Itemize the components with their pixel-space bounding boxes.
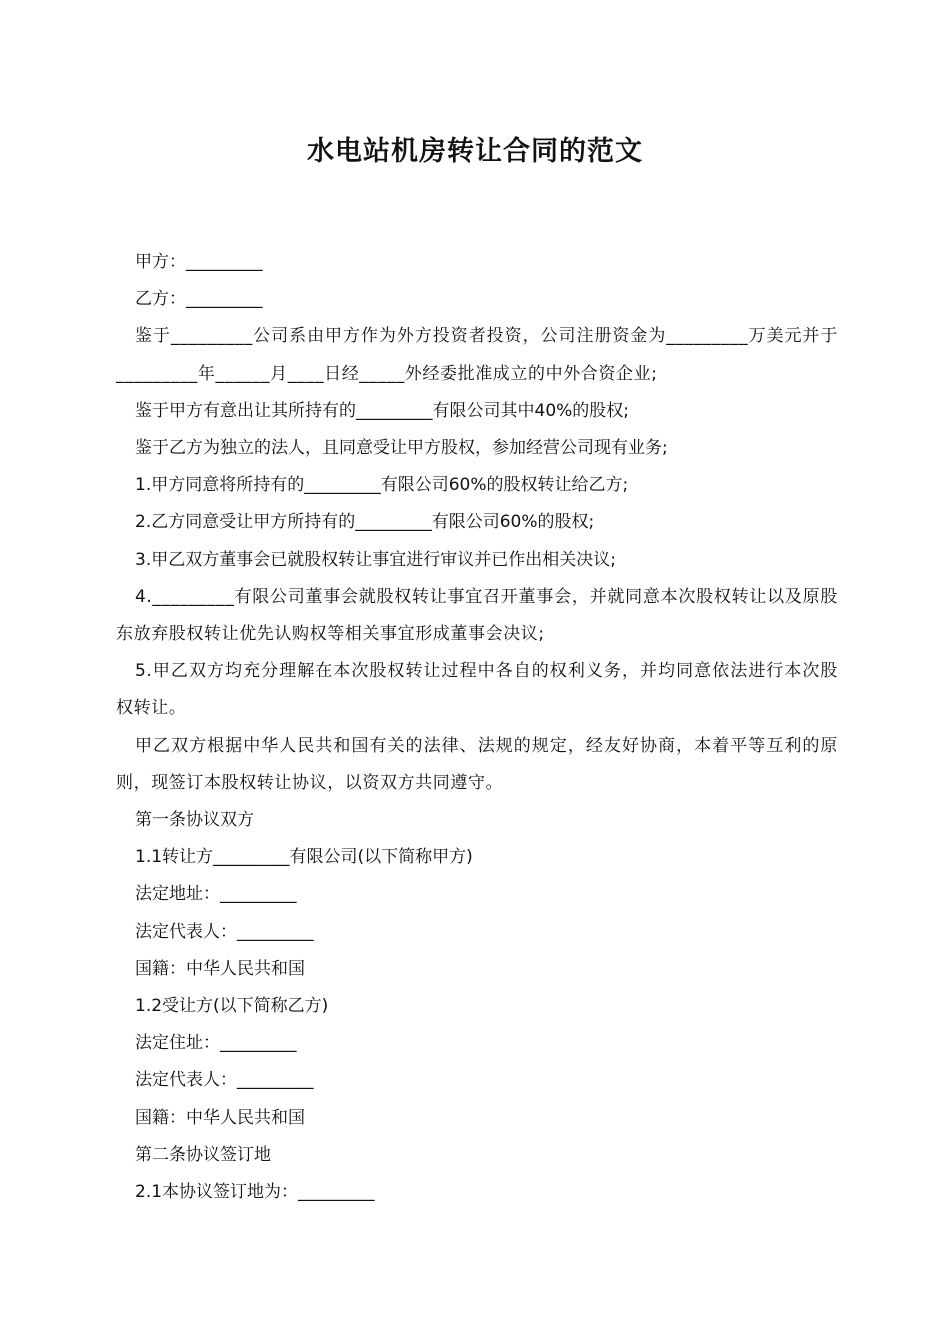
recital-company: 鉴于_________公司系由甲方作为外方投资者投资，公司注册资金为_________万美元并于_________年______月____日经_____外经委批准成立的中外合资企业;: [116, 326, 838, 384]
transferee-address: 法定住址：_________: [135, 1033, 297, 1054]
transferor-address: 法定地址：_________: [135, 884, 297, 905]
article-2-1: 2.1本协议签订地为：_________: [135, 1182, 375, 1203]
article-1-2: 1.2受让方(以下简称乙方): [135, 996, 329, 1017]
clause-2: 2.乙方同意受让甲方所持有的_________有限公司60%的股权;: [135, 512, 595, 533]
transferor-nationality: 国籍：中华人民共和国: [135, 958, 305, 979]
article-2-heading: 第二条协议签订地: [135, 1144, 271, 1165]
document-body: [116, 244, 838, 1211]
document-title: 水电站机房转让合同的范文: [307, 136, 643, 167]
agreement-preamble: 甲乙双方根据中华人民共和国有关的法律、法规的规定，经友好协商，本着平等互利的原则，现签订本股权转让协议，以资双方共同遵守。: [116, 735, 838, 793]
clause-4: 4._________有限公司董事会就股权转让事宜召开董事会，并就同意本次股权转让以及原股东放弃股权转让优先认购权等相关事宜形成董事会决议;: [116, 586, 838, 645]
transferee-nationality: 国籍：中华人民共和国: [135, 1107, 305, 1128]
party-b-line: 乙方：_________: [135, 289, 263, 310]
transferor-representative: 法定代表人：_________: [135, 921, 314, 942]
article-1-1: 1.1转让方_________有限公司(以下简称甲方): [135, 847, 473, 868]
article-1-heading: 第一条协议双方: [135, 810, 254, 831]
clause-3: 3.甲乙双方董事会已就股权转让事宜进行审议并已作出相关决议;: [135, 549, 616, 570]
clause-5: 5.甲乙双方均充分理解在本次股权转让过程中各自的权利义务，并均同意依法进行本次股权转让。: [116, 661, 838, 719]
clause-1: 1.甲方同意将所持有的_________有限公司60%的股权转让给乙方;: [135, 475, 629, 496]
recital-transfer-intent: 鉴于甲方有意出让其所持有的_________有限公司其中40%的股权;: [135, 400, 630, 421]
recital-acceptance: 鉴于乙方为独立的法人，且同意受让甲方股权，参加经营公司现有业务;: [135, 438, 668, 459]
transferee-representative: 法定代表人：_________: [135, 1070, 314, 1091]
party-a-line: 甲方：_________: [135, 252, 263, 272]
